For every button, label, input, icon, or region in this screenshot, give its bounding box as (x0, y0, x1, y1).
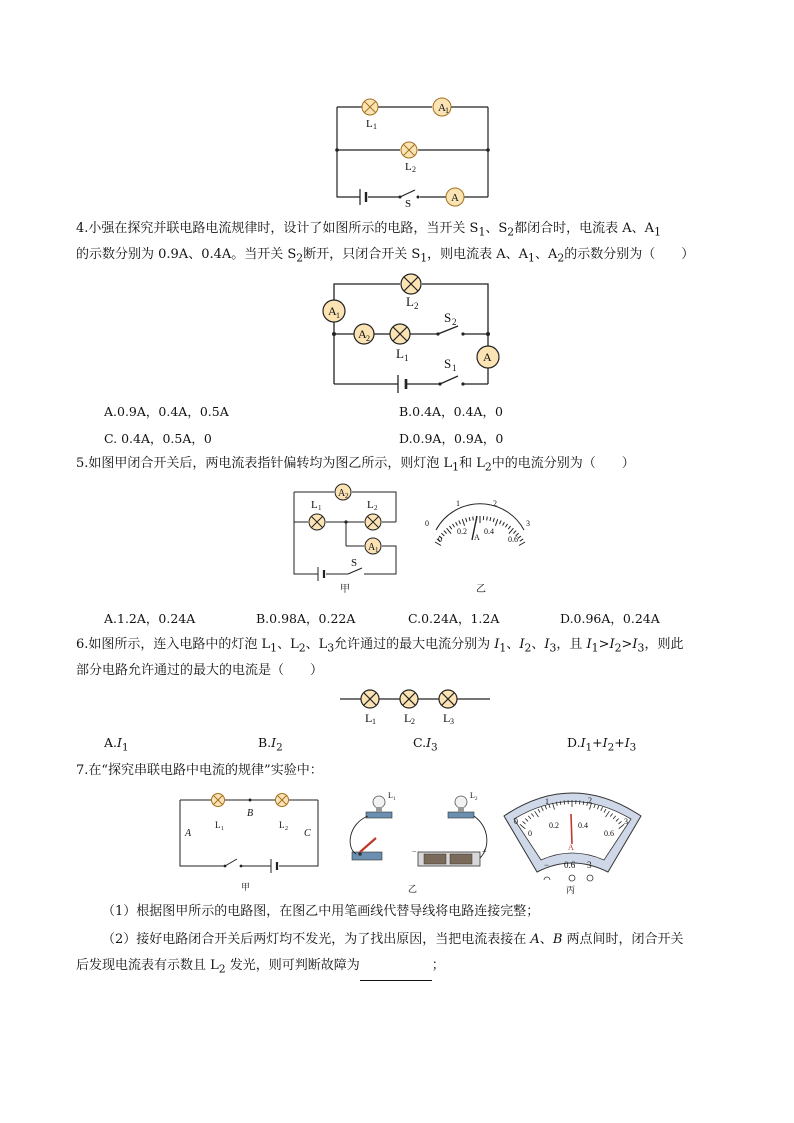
svg-text:乙: 乙 (476, 584, 486, 595)
svg-text:A: A (474, 533, 480, 542)
dial-tick (519, 542, 525, 546)
svg-text:2: 2 (411, 717, 415, 726)
dial-tick (456, 522, 458, 526)
q5-option-a[interactable]: A.1.2A，0.24A (104, 611, 196, 626)
svg-text:+: + (482, 847, 487, 856)
q7-sub2-cont: 后发现电流表有示数且 $L_2$ 发光，则可判断故障为 ； (76, 955, 726, 981)
q7-stem: 7.在“探究串联电路中电流的规律”实验中： (76, 763, 323, 778)
svg-text:L: L (311, 499, 318, 511)
svg-text:2: 2 (414, 301, 419, 311)
svg-text:A: A (368, 542, 376, 553)
q6-option-b[interactable]: $B.I_2$ (258, 735, 283, 754)
bulb-l1-icon (362, 99, 378, 115)
bulb-l1-icon (212, 794, 225, 807)
bulb-l2-icon (401, 274, 421, 294)
bulb-l3-icon (439, 690, 457, 708)
svg-text:1: 1 (375, 546, 379, 554)
q6-option-d-rest: $+I_2+I_3$ (592, 735, 637, 754)
bulb-l2-icon (401, 142, 417, 158)
svg-text:0.4: 0.4 (484, 527, 494, 536)
svg-text:2: 2 (452, 317, 457, 327)
q4-option-a[interactable]: A.0.9A，0.4A，0.5A (104, 404, 229, 419)
svg-text:2: 2 (493, 499, 497, 508)
l1-label: L (366, 118, 373, 130)
q6-option-d[interactable]: $D.I_1+I_2+I_3$ (567, 735, 637, 754)
dial-tick (508, 526, 510, 529)
circuit-figure-q5-jia (290, 484, 405, 594)
dial-tick (473, 517, 474, 521)
svg-text:−: − (544, 860, 550, 870)
circuit-figure-q4 (318, 270, 508, 390)
dial-tick (447, 528, 451, 533)
bulb-l1-icon (309, 514, 325, 530)
svg-text:3: 3 (450, 717, 454, 726)
dial-tick (493, 518, 494, 522)
dial-tick (518, 536, 521, 538)
dial-tick (490, 517, 491, 521)
svg-text:S: S (351, 557, 358, 569)
svg-text:0: 0 (514, 817, 518, 826)
dial-tick (444, 531, 447, 534)
dial-tick (459, 520, 461, 524)
svg-text:S: S (444, 356, 452, 371)
bulb-l2-icon (365, 514, 381, 530)
a-label: A (451, 192, 459, 204)
dial-tick (513, 531, 516, 534)
q5-stem: 5.如图甲闭合开关后，两电流表指针偏转均为图乙所示，则灯泡 $L_1$和 $L_2$中的电流分别为（ ） (76, 456, 635, 474)
svg-text:L: L (388, 791, 393, 800)
svg-text:A: A (568, 843, 574, 852)
svg-text:0.2: 0.2 (549, 821, 559, 830)
svg-text:A: A (185, 828, 192, 839)
dial-tick (487, 517, 488, 521)
svg-text:1: 1 (336, 311, 340, 320)
svg-text:A: A (338, 488, 346, 499)
svg-text:L: L (470, 791, 475, 800)
dial-tick (503, 522, 505, 526)
svg-text:0.6: 0.6 (604, 829, 614, 838)
svg-text:A: A (358, 327, 367, 341)
svg-text:1: 1 (445, 106, 449, 115)
svg-text:3: 3 (526, 519, 530, 528)
q7-sub1: （1）根据图甲所示的电路图，在图乙中用笔画线代替导线将电路连接完整； (102, 904, 540, 919)
dial-tick (509, 528, 513, 533)
svg-text:2: 2 (412, 165, 416, 174)
svg-text:A: A (328, 304, 337, 318)
circuit-figure-q7-yi (340, 788, 500, 896)
dial-tick (452, 524, 454, 527)
ammeter-dial-q5-yi (420, 494, 538, 594)
svg-text:1: 1 (318, 504, 322, 512)
dial-tick (462, 519, 464, 526)
svg-text:1: 1 (452, 363, 457, 373)
q6-option-a[interactable]: $A.I_1$ (104, 735, 129, 754)
svg-text:0: 0 (528, 829, 532, 838)
q6-stem: 6.如图所示，连入电路中的灯泡 $L_1$、$L_2$、$L_3$允许通过的最大电流分别为 $I_1$、$I_2$、$I_3$，且 $I_1>I_2>I_3$，则此 部分电路允许通过的最大的电流是（ ） (76, 637, 684, 678)
bulb-l2-icon (276, 794, 289, 807)
svg-text:0: 0 (425, 519, 429, 528)
svg-text:2: 2 (374, 504, 378, 512)
q4-option-b[interactable]: B.0.4A，0.4A，0 (399, 404, 503, 419)
dial-tick (495, 519, 497, 526)
knife-switch-icon (352, 838, 382, 860)
svg-text:L: L (396, 346, 404, 361)
svg-text:1: 1 (393, 797, 396, 802)
circuit-figure-q7-jia (175, 790, 325, 894)
svg-text:乙: 乙 (408, 884, 418, 894)
s-label: S (405, 198, 412, 210)
svg-text:A: A (483, 350, 492, 364)
svg-text:L: L (367, 499, 374, 511)
svg-text:C: C (304, 828, 311, 839)
bulb-l2-icon (400, 690, 418, 708)
dial-tick (500, 520, 502, 524)
circuit-figure-q6 (340, 686, 490, 728)
q7-sub2: （2）接好电路闭合开关后两灯均不发光，为了找出原因，当把电流表接在 A、B 两点间时，闭合开关 (102, 932, 684, 947)
svg-text:2: 2 (588, 796, 592, 805)
svg-text:L: L (443, 711, 451, 725)
svg-text:甲: 甲 (340, 584, 350, 595)
svg-text:2: 2 (366, 334, 370, 343)
dial-tick (449, 526, 451, 529)
svg-text:3: 3 (587, 860, 592, 870)
svg-text:0.6: 0.6 (564, 860, 576, 870)
dial-tick (469, 517, 470, 521)
svg-text:1: 1 (221, 826, 224, 832)
q5-option-b[interactable]: B.0.98A，0.22A (256, 611, 356, 626)
dial-tick (505, 524, 507, 527)
q6-option-c[interactable]: $C.I_3$ (413, 735, 438, 754)
svg-text:0: 0 (438, 535, 442, 544)
svg-text:丙: 丙 (566, 885, 576, 895)
svg-text:1: 1 (372, 717, 376, 726)
q5-option-d[interactable]: D.0.96A，0.24A (560, 611, 660, 626)
svg-text:L: L (279, 820, 285, 830)
svg-text:B: B (247, 808, 254, 819)
svg-text:1: 1 (545, 797, 549, 806)
svg-text:0.4: 0.4 (578, 821, 588, 830)
svg-text:L: L (404, 711, 412, 725)
a1-label: A (438, 102, 446, 114)
circuit-figure-top (330, 92, 500, 210)
ammeter-dial-q7-bing (500, 786, 645, 896)
svg-text:L: L (406, 294, 414, 309)
answer-blank[interactable] (360, 966, 432, 981)
svg-text:L: L (215, 820, 221, 830)
battery-box-icon (418, 852, 480, 866)
svg-text:甲: 甲 (241, 882, 251, 892)
svg-text:−: − (412, 847, 417, 856)
q4-option-d[interactable]: D.0.9A，0.9A，0 (399, 431, 504, 446)
q4-option-c[interactable]: C. 0.4A，0.5A，0 (104, 431, 212, 446)
svg-text:1: 1 (373, 122, 377, 131)
bulb-l1-icon (390, 324, 410, 344)
svg-text:0.6: 0.6 (508, 535, 518, 544)
dial-tick (520, 539, 523, 541)
svg-text:S: S (444, 310, 452, 325)
q5-option-c[interactable]: C.0.24A，1.2A (408, 611, 500, 626)
svg-text:1: 1 (404, 353, 409, 363)
svg-text:0.2: 0.2 (457, 527, 467, 536)
q4-stem: 4.小强在探究并联电路电流规律时，设计了如图所示的电路，当开关 $S_1$、$S_2$都闭合时，电流表 A、$A_1$ 的示数分别为 0.9A、0.4A。当开关 $S_2$断开，只闭合开关 $S_1$，则电流表 A、$A_1$、$A_2$的示数分别为（ ） (76, 221, 695, 265)
svg-text:2: 2 (285, 826, 288, 832)
svg-text:2: 2 (345, 492, 349, 500)
svg-text:3: 3 (624, 817, 628, 826)
svg-text:L: L (365, 711, 373, 725)
l2-label: L (405, 161, 412, 173)
bulb-l1-icon (361, 690, 379, 708)
dial-tick (466, 518, 467, 522)
svg-text:2: 2 (475, 797, 478, 802)
svg-text:1: 1 (456, 499, 460, 508)
